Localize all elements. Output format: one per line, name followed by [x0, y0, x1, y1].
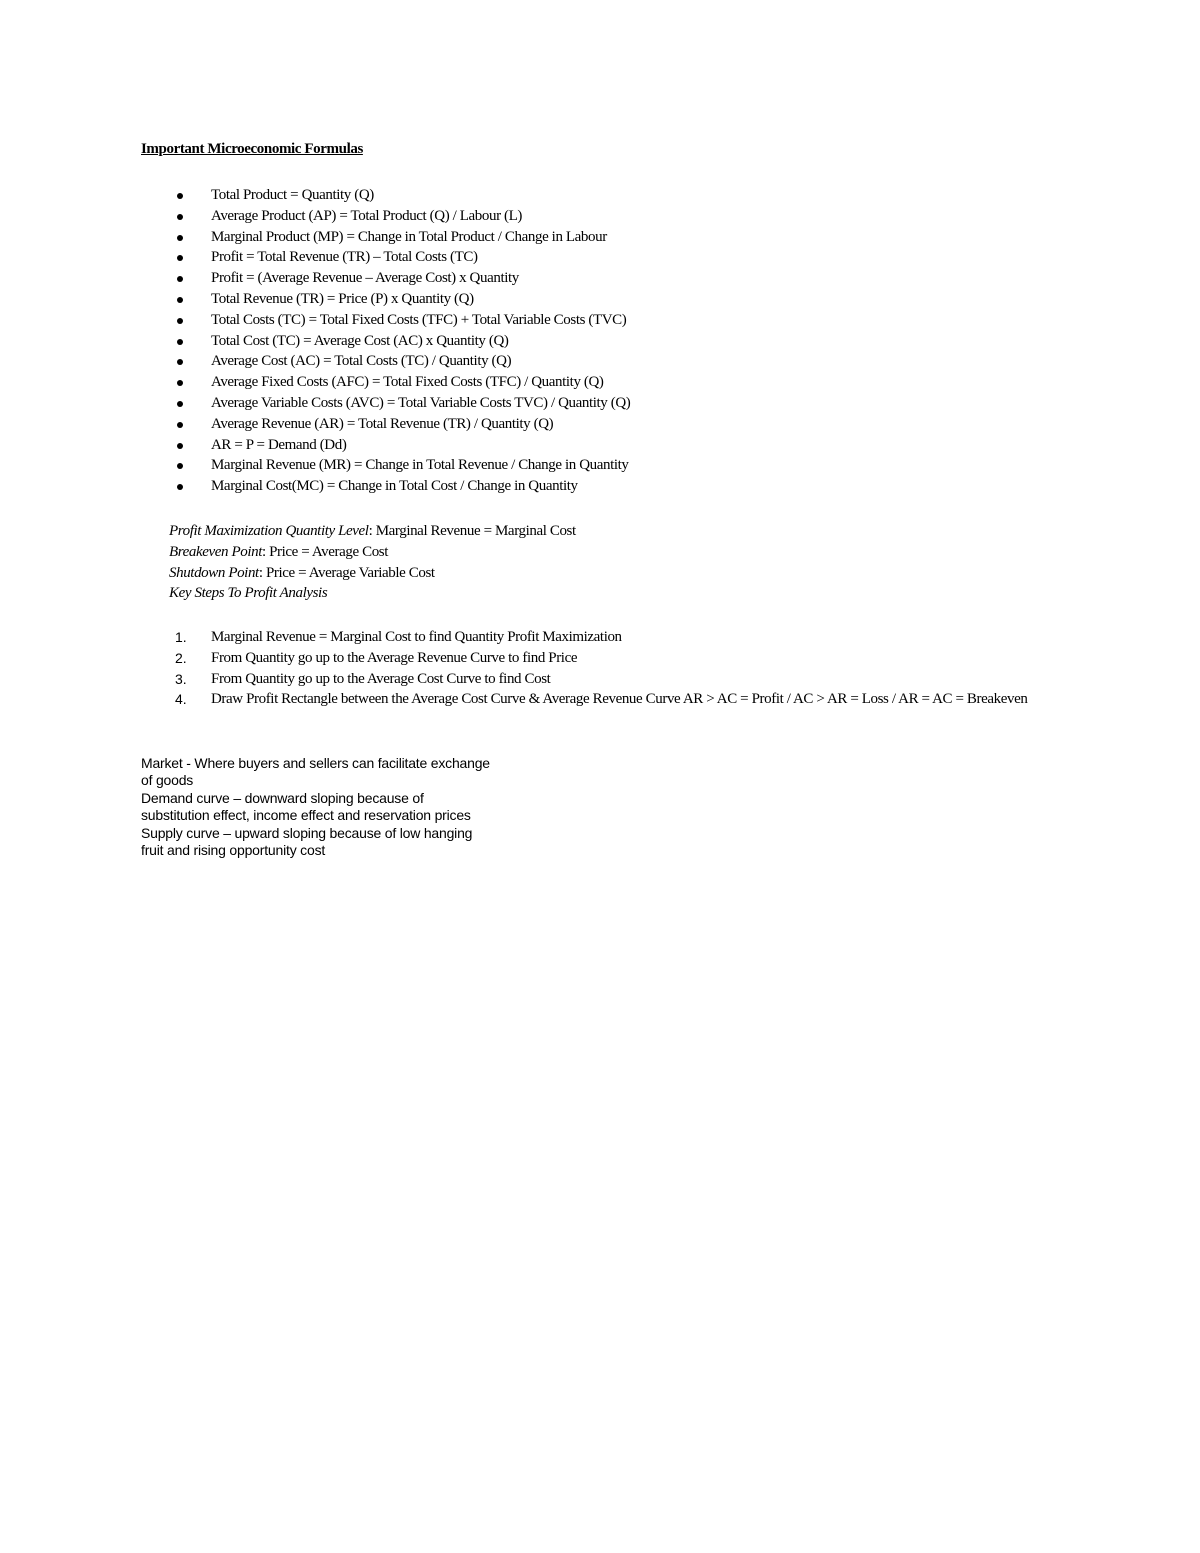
bullet-icon	[177, 235, 183, 241]
formula-text: Average Fixed Costs (AFC) = Total Fixed Costs (TFC) / Quantity (Q)	[211, 374, 604, 391]
bullet-icon	[177, 318, 183, 324]
bullet-icon	[177, 339, 183, 345]
definition-term: Key Steps To Profit Analysis	[169, 585, 328, 602]
formula-item	[0, 227, 630, 248]
formula-item	[0, 331, 630, 352]
formula-item	[0, 310, 630, 331]
profit-analysis-steps	[0, 627, 1071, 710]
definition-profit-maximization	[169, 521, 576, 542]
definition-shutdown-point	[169, 563, 576, 584]
formula-text: Total Revenue (TR) = Price (P) x Quantity (Q)	[211, 290, 474, 307]
definition-text: : Price = Average Variable Cost	[258, 564, 435, 581]
document-title: Important Microeconomic Formulas	[141, 141, 363, 157]
formula-item	[0, 185, 630, 206]
step-item	[0, 689, 1071, 710]
formula-list	[0, 185, 630, 497]
definitions-block	[169, 521, 576, 604]
formula-text: Total Product = Quantity (Q)	[211, 187, 374, 203]
bullet-icon	[177, 214, 183, 220]
step-text: From Quantity go up to the Average Revenue Curve to find Price	[211, 649, 578, 666]
step-number: 2.	[175, 649, 187, 666]
bullet-icon	[177, 380, 183, 386]
formula-item	[0, 247, 630, 268]
bullet-icon	[177, 359, 183, 365]
note-demand-curve: Demand curve – downward sloping because of substitution effect, income effect and reservation prices	[141, 789, 471, 824]
formula-item	[0, 435, 630, 456]
note-market: Market - Where buyers and sellers can facilitate exchange of goods	[141, 755, 490, 789]
bullet-icon	[177, 255, 183, 261]
bullet-icon	[177, 276, 183, 282]
bullet-icon	[177, 463, 183, 469]
bullet-icon	[177, 297, 183, 303]
step-number: 1.	[175, 629, 187, 645]
definition-text: : Price = Average Cost	[261, 543, 389, 560]
formula-text: Total Costs (TC) = Total Fixed Costs (TFC) + Total Variable Costs (TVC)	[211, 311, 627, 328]
definition-breakeven-point	[169, 542, 576, 563]
definition-text: : Marginal Revenue = Marginal Cost	[368, 523, 576, 539]
formula-item	[0, 289, 630, 310]
step-item	[0, 648, 1071, 669]
notes-block	[141, 755, 491, 859]
formula-text: Total Cost (TC) = Average Cost (AC) x Quantity (Q)	[211, 332, 509, 349]
definition-term: Breakeven Point	[169, 543, 262, 560]
step-item	[0, 669, 1071, 690]
formula-text: Marginal Revenue (MR) = Change in Total Revenue / Change in Quantity	[211, 457, 629, 474]
formula-item	[0, 372, 630, 393]
formula-item	[0, 455, 630, 476]
formula-text: AR = P = Demand (Dd)	[211, 436, 347, 453]
formula-text: Marginal Cost(MC) = Change in Total Cost / Change in Quantity	[211, 478, 578, 495]
step-number: 4.	[175, 691, 187, 708]
bullet-icon	[177, 401, 183, 407]
formula-text: Average Variable Costs (AVC) = Total Variable Costs TVC) / Quantity (Q)	[211, 394, 631, 411]
step-text: From Quantity go up to the Average Cost Curve to find Cost	[211, 670, 551, 687]
formula-item	[0, 268, 630, 289]
bullet-icon	[177, 422, 183, 428]
step-text: Marginal Revenue = Marginal Cost to find Quantity Profit Maximization	[211, 629, 622, 645]
step-number: 3.	[175, 670, 187, 687]
formula-item	[0, 414, 630, 435]
bullet-icon	[177, 443, 183, 449]
definition-key-steps-heading	[169, 583, 576, 604]
definition-term: Profit Maximization Quantity Level	[169, 523, 369, 539]
bullet-icon	[177, 484, 183, 490]
formula-item	[0, 476, 630, 497]
formula-item	[0, 351, 630, 372]
step-item	[0, 627, 1071, 648]
definition-term: Shutdown Point	[169, 564, 259, 581]
formula-text: Profit = Total Revenue (TR) – Total Costs (TC)	[211, 249, 478, 266]
formula-item	[0, 206, 630, 227]
bullet-icon	[177, 193, 183, 199]
step-text: Draw Profit Rectangle between the Average Cost Curve & Average Revenue Curve AR > AC = Profit / AC > AR = Loss / AR = AC = Breakeven	[211, 691, 1028, 708]
formula-text: Average Cost (AC) = Total Costs (TC) / Quantity (Q)	[211, 353, 512, 370]
formula-text: Average Revenue (AR) = Total Revenue (TR) / Quantity (Q)	[211, 415, 554, 432]
formula-text: Marginal Product (MP) = Change in Total Product / Change in Labour	[211, 228, 607, 245]
formula-text: Average Product (AP) = Total Product (Q) / Labour (L)	[211, 207, 522, 224]
formula-text: Profit = (Average Revenue – Average Cost) x Quantity	[211, 270, 519, 287]
note-supply-curve: Supply curve – upward sloping because of low hanging fruit and rising opportunity cost	[141, 824, 473, 859]
formula-item	[0, 393, 630, 414]
